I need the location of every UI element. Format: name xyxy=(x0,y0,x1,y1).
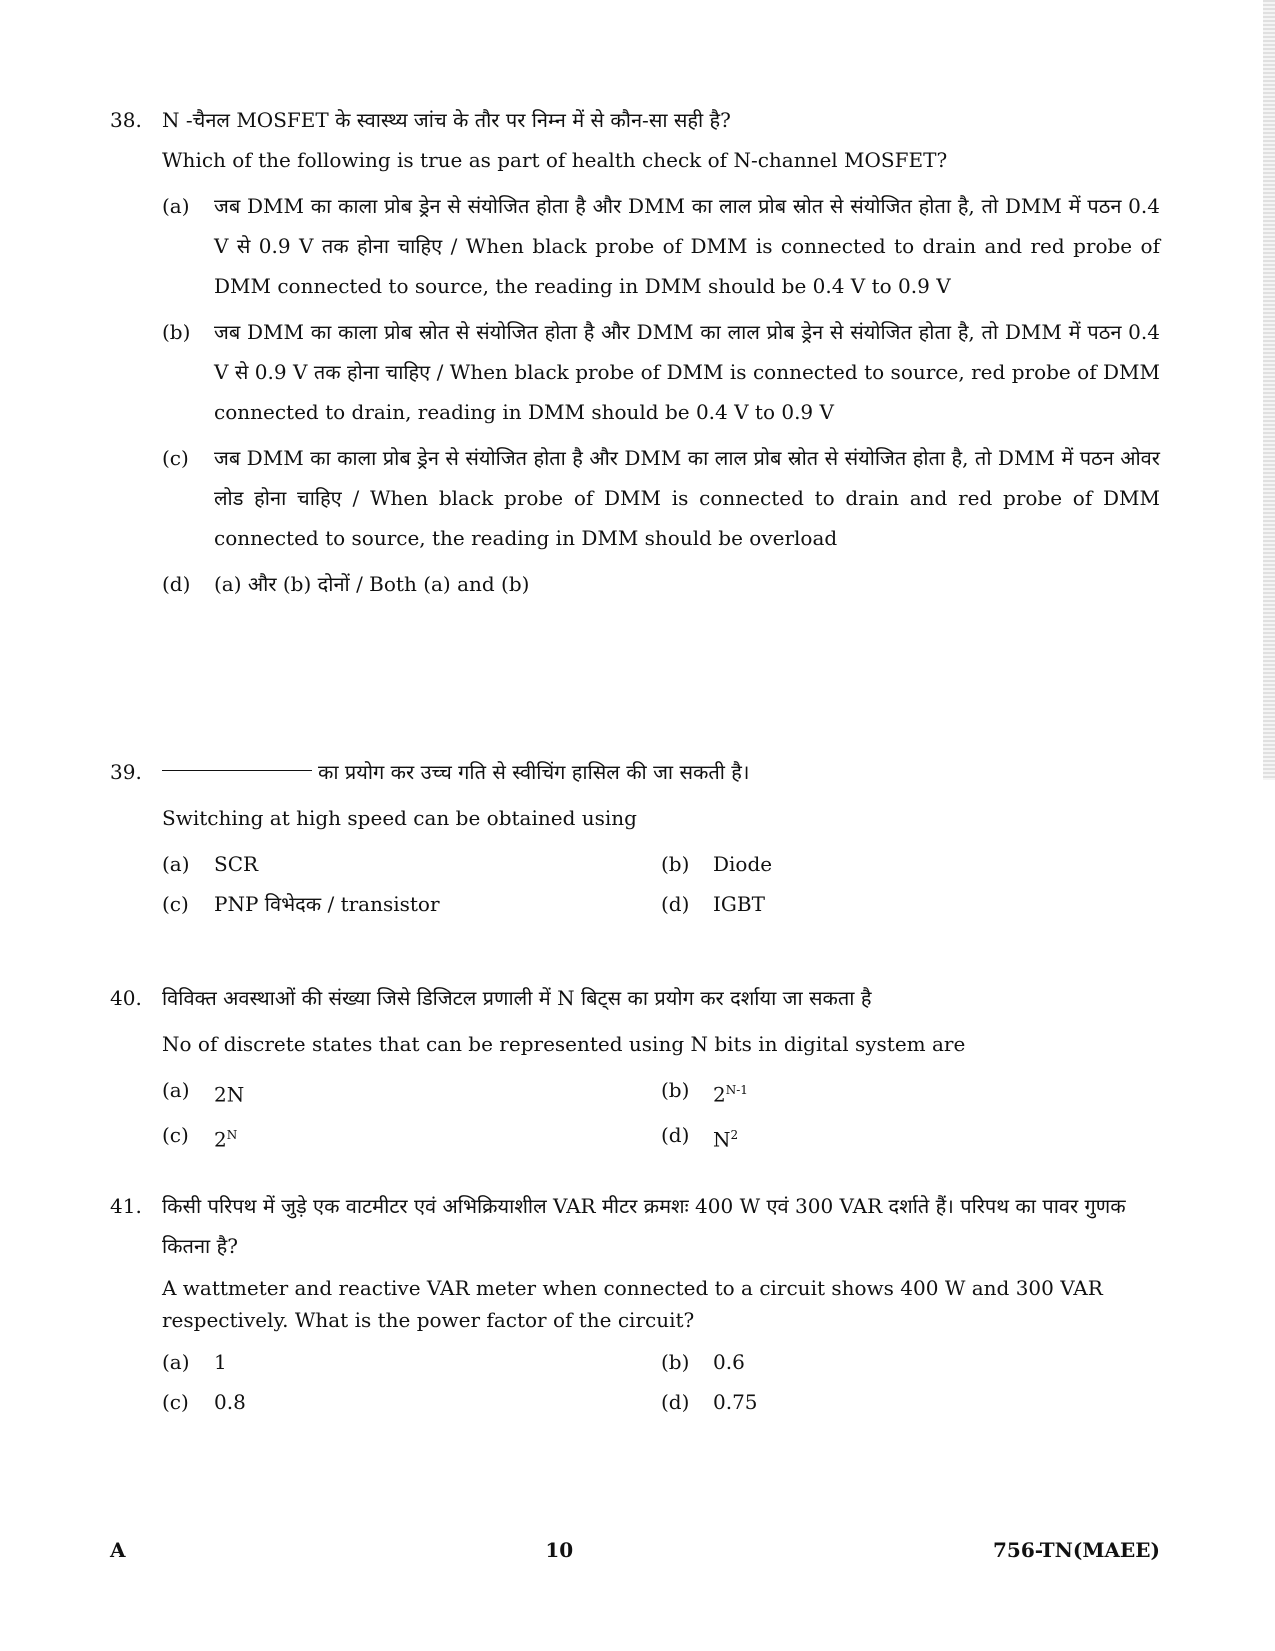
booklet-series: A xyxy=(110,1538,126,1562)
option-c: (c) $2^N$ xyxy=(162,1122,238,1152)
question-hindi: N -चैनल MOSFET के स्वास्थ्य जांच के तौर पर निम्न में से कौन-सा सही है? xyxy=(162,108,731,132)
question-number: 39. xyxy=(110,760,142,784)
options-grid xyxy=(162,1342,1160,1422)
fill-blank xyxy=(162,770,312,771)
option-a: (a) SCR xyxy=(162,852,259,876)
option-b: (b) Diode xyxy=(661,852,773,876)
option-b: (b) $2^{N-1}$ xyxy=(661,1078,748,1107)
question-english: Switching at high speed can be obtained using xyxy=(162,806,637,830)
option-c: (c) जब DMM का काला प्रोब ड्रेन से संयोजित होता है और DMM का लाल प्रोब स्रोत से संयोजित होता है, तो DMM में पठन ओवर लोड होना चाहिए / When black probe of DMM is connected to drain and red probe of DMM connected to source, the reading in DMM should be overload xyxy=(162,446,1160,550)
question-hindi: का प्रयोग कर उच्च गति से स्वीचिंग हासिल की जा सकती है। xyxy=(162,752,1160,792)
page-number: 10 xyxy=(545,1538,574,1562)
option-b: (b) 0.6 xyxy=(661,1350,745,1374)
option-a: (a) 2N xyxy=(162,1078,245,1107)
question-english: Which of the following is true as part of health check of N-channel MOSFET? xyxy=(162,148,948,172)
options-grid xyxy=(162,844,1160,924)
options-grid xyxy=(162,1070,1160,1159)
question-english: No of discrete states that can be represented using N bits in digital system are xyxy=(162,1032,966,1056)
question-number: 40. xyxy=(110,986,142,1010)
option-a: (a) 1 xyxy=(162,1350,227,1374)
question-english: A wattmeter and reactive VAR meter when connected to a circuit shows 400 W and 300 VAR respectively. What is the power factor of the circuit? xyxy=(162,1276,1103,1332)
question-hindi: किसी परिपथ में जुड़े एक वाटमीटर एवं अभिक्रियाशील VAR मीटर क्रमशः 400 W एवं 300 VAR दर्शाते हैं। परिपथ का पावर गुणक कितना है? xyxy=(162,1194,1126,1258)
option-d: (d) IGBT xyxy=(661,892,765,916)
option-d: (d) (a) और (b) दोनों / Both (a) and (b) xyxy=(162,572,530,596)
question-number: 38. xyxy=(110,108,142,132)
option-b: (b) जब DMM का काला प्रोब स्रोत से संयोजित होता है और DMM का लाल प्रोब ड्रेन से संयोजित होता है, तो DMM में पठन 0.4 V से 0.9 V तक होना चाहिए / When black probe of DMM is connected to source, red probe of DMM connected to drain, reading in DMM should be 0.4 V to 0.9 V xyxy=(162,320,1160,424)
question-38 xyxy=(110,100,1160,604)
question-39 xyxy=(110,752,1160,924)
question-41 xyxy=(110,1186,1160,1422)
paper-code: 756-TN(MAEE) xyxy=(993,1538,1160,1562)
option-d: (d) $N^2$ xyxy=(661,1122,739,1152)
option-c: (c) PNP विभेदक / transistor xyxy=(162,892,440,916)
question-number: 41. xyxy=(110,1194,142,1218)
option-a: (a) जब DMM का काला प्रोब ड्रेन से संयोजित होता है और DMM का लाल प्रोब स्रोत से संयोजित होता है, तो DMM में पठन 0.4 V से 0.9 V तक होना चाहिए / When black probe of DMM is connected to drain and red probe of DMM connected to source, the reading in DMM should be 0.4 V to 0.9 V xyxy=(162,194,1160,298)
page-footer xyxy=(110,1538,1160,1562)
question-hindi: विविक्त अवस्थाओं की संख्या जिसे डिजिटल प्रणाली में N बिट्स का प्रयोग कर दर्शाया जा सकता है xyxy=(162,986,872,1010)
option-d: (d) 0.75 xyxy=(661,1390,758,1414)
question-40 xyxy=(110,978,1160,1159)
scan-edge xyxy=(1263,0,1275,780)
option-c: (c) 0.8 xyxy=(162,1390,246,1414)
